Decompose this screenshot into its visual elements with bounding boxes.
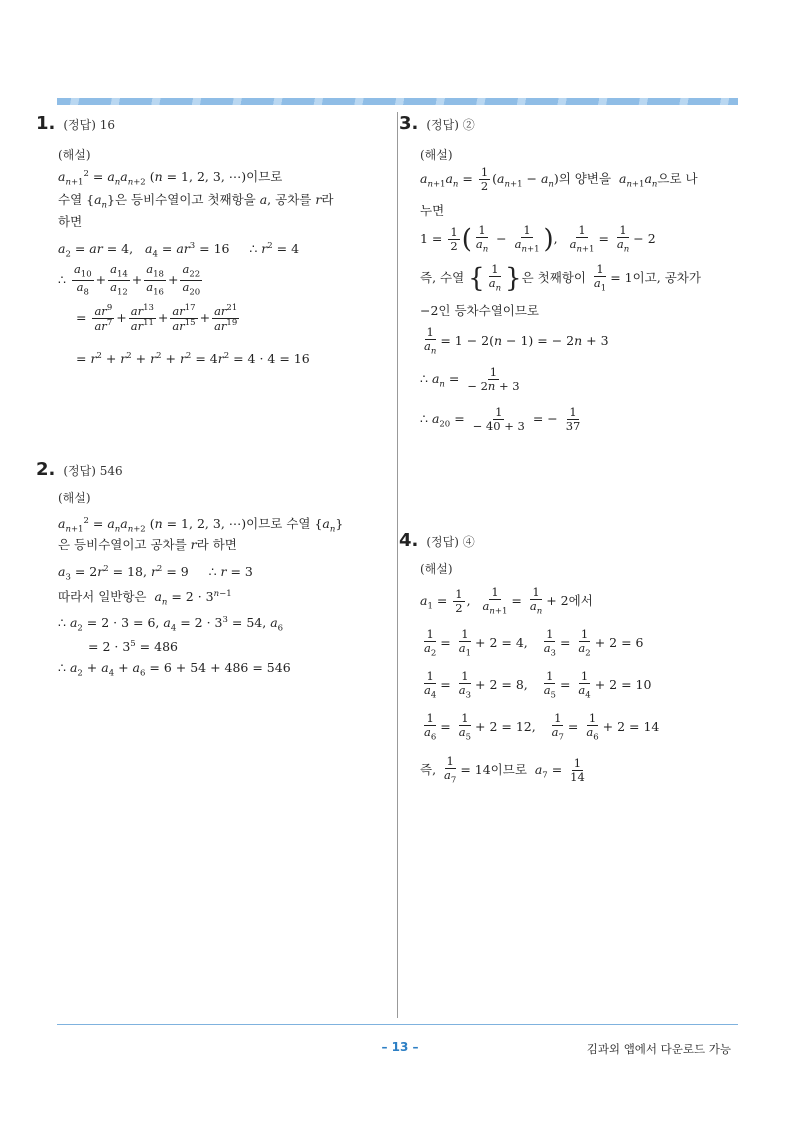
q4-header	[399, 530, 475, 551]
q2-line2: 은 등비수열이고 공차를 r라 하면	[58, 537, 237, 552]
q1-line6: = $\frac{ar^9}{ar^7}$ + $\frac{ar^{13}}{ar^{11}}$ + $\frac{ar^{17}}{ar^{15}}$ + $\frac{ar^{21}}{ar^{19}}$	[76, 303, 238, 333]
q4-line4: $\frac{1}{a_6}$ = $\frac{1}{a_5}$ + 2 = 12, $\frac{1}{a_7}$ = $\frac{1}{a_6}$ + 2 = 14	[424, 711, 660, 743]
q1-line7: = $r^2 + r^2 + r^2 + r^2 = 4r^2 = 4 \cdot 4 = 16$	[76, 351, 310, 367]
q2-line3: $a_3 = 2r^2 = 18$, $r^2 = 9$ ∴ r = 3	[58, 564, 253, 583]
q3-answer: (정답) ②	[426, 118, 475, 132]
q1-line3: 하면	[58, 214, 83, 229]
q2-answer: (정답) 546	[63, 464, 123, 478]
page-number: – 13 –	[381, 1040, 419, 1054]
q4-line2: $\frac{1}{a_2}$ = $\frac{1}{a_1}$ + 2 = 4, $\frac{1}{a_3}$ = $\frac{1}{a_2}$ + 2 = 6	[424, 627, 644, 659]
q1-header	[36, 113, 115, 134]
q4-label: (해설)	[420, 562, 453, 576]
q2-line5: ∴ $a_2 = 2 \cdot 3 = 6$, $a_4 = 2 \cdot 3^3 = 54$, $a_6$	[58, 615, 284, 634]
q3-label: (해설)	[420, 148, 453, 162]
q3-header	[399, 113, 475, 134]
q4-line5: 즉, $\frac{1}{a_7}$ = 14이므로 $a_7$ = $\frac{1}{14}$	[420, 754, 585, 786]
q3-line5: −2인 등차수열이므로	[420, 303, 540, 318]
q1-answer: (정답) 16	[63, 118, 116, 132]
q3-line6: $\frac{1}{a_n}$ = 1 − 2(n − 1) = − 2n + 3	[424, 325, 609, 357]
q3-line3: 1 = $\frac{1}{2}$ ( $\frac{1}{a_n}$ − $\frac{1}{a_{n+1}}$ ), $\frac{1}{a_{n+1}}$ = $\frac{1}{a_n}$ − 2	[420, 223, 656, 255]
q2-line6: = $2 \cdot 3^5 = 486$	[88, 639, 178, 655]
q3-line1: $a_{n+1}a_n$ = $\frac{1}{2}$ $(a_{n+1} - a_n)$의 양변을 $a_{n+1}a_n$으로 나	[420, 165, 698, 194]
q2-number: 2.	[36, 459, 56, 480]
q1-label: (해설)	[58, 148, 91, 162]
q3-line8: ∴ $a_{20}$ = $\frac{1}{- 40 + 3}$ = − $\frac{1}{37}$	[420, 405, 581, 434]
q2-header	[36, 459, 123, 480]
q3-line7: ∴ $a_n$ = $\frac{1}{- 2n + 3}$	[420, 365, 520, 394]
q3-number: 3.	[399, 113, 419, 134]
footer-note: 김과외 앱에서 다운로드 가능	[586, 1042, 731, 1056]
q1-line5: ∴ $\frac{a_{10}}{a_8}$ + $\frac{a_{14}}{a_{12}}$ + $\frac{a_{18}}{a_{16}}$ + $\frac{a_{22}}{a_{20}}$	[58, 262, 201, 298]
q4-line1: $a_1$ = $\frac{1}{2}$ , $\frac{1}{a_{n+1}}$ = $\frac{1}{a_n}$ + 2에서	[420, 585, 593, 617]
q2-label: (해설)	[58, 491, 91, 505]
q2-line1: $a_{n+1}^2 = a_na_{n+2}$ (n = 1, 2, 3, ⋯)이므로 수열 $\{a_n\}$	[58, 516, 344, 535]
header-band	[57, 98, 738, 105]
q3-line4: 즉, 수열 { $\frac{1}{a_n}$ }은 첫째항이 $\frac{1}{a_1}$ = 1이고, 공차가	[420, 262, 701, 294]
q1-line2: 수열 $\{a_n\}$은 등비수열이고 첫째항을 a, 공차를 r라	[58, 192, 334, 211]
footer-rule	[57, 1024, 738, 1025]
q4-number: 4.	[399, 530, 419, 551]
q4-answer: (정답) ④	[426, 535, 475, 549]
q4-line3: $\frac{1}{a_4}$ = $\frac{1}{a_3}$ + 2 = 8, $\frac{1}{a_5}$ = $\frac{1}{a_4}$ + 2 = 10	[424, 669, 652, 701]
q3-line2: 누면	[420, 203, 445, 218]
q2-line4: 따라서 일반항은 $a_n = 2 \cdot 3^{n-1}$	[58, 589, 232, 608]
column-divider	[397, 112, 398, 1018]
q1-number: 1.	[36, 113, 56, 134]
q2-line7: ∴ $a_2 + a_4 + a_6 = 6 + 54 + 486 = 546$	[58, 660, 291, 679]
q1-line1: $a_{n+1}^2 = a_na_{n+2}$ (n = 1, 2, 3, ⋯)이므로	[58, 169, 283, 188]
q1-line4: $a_2$ = ar = 4, $a_4 = ar^3 = 16$ ∴ $r^2 = 4$	[58, 241, 300, 260]
